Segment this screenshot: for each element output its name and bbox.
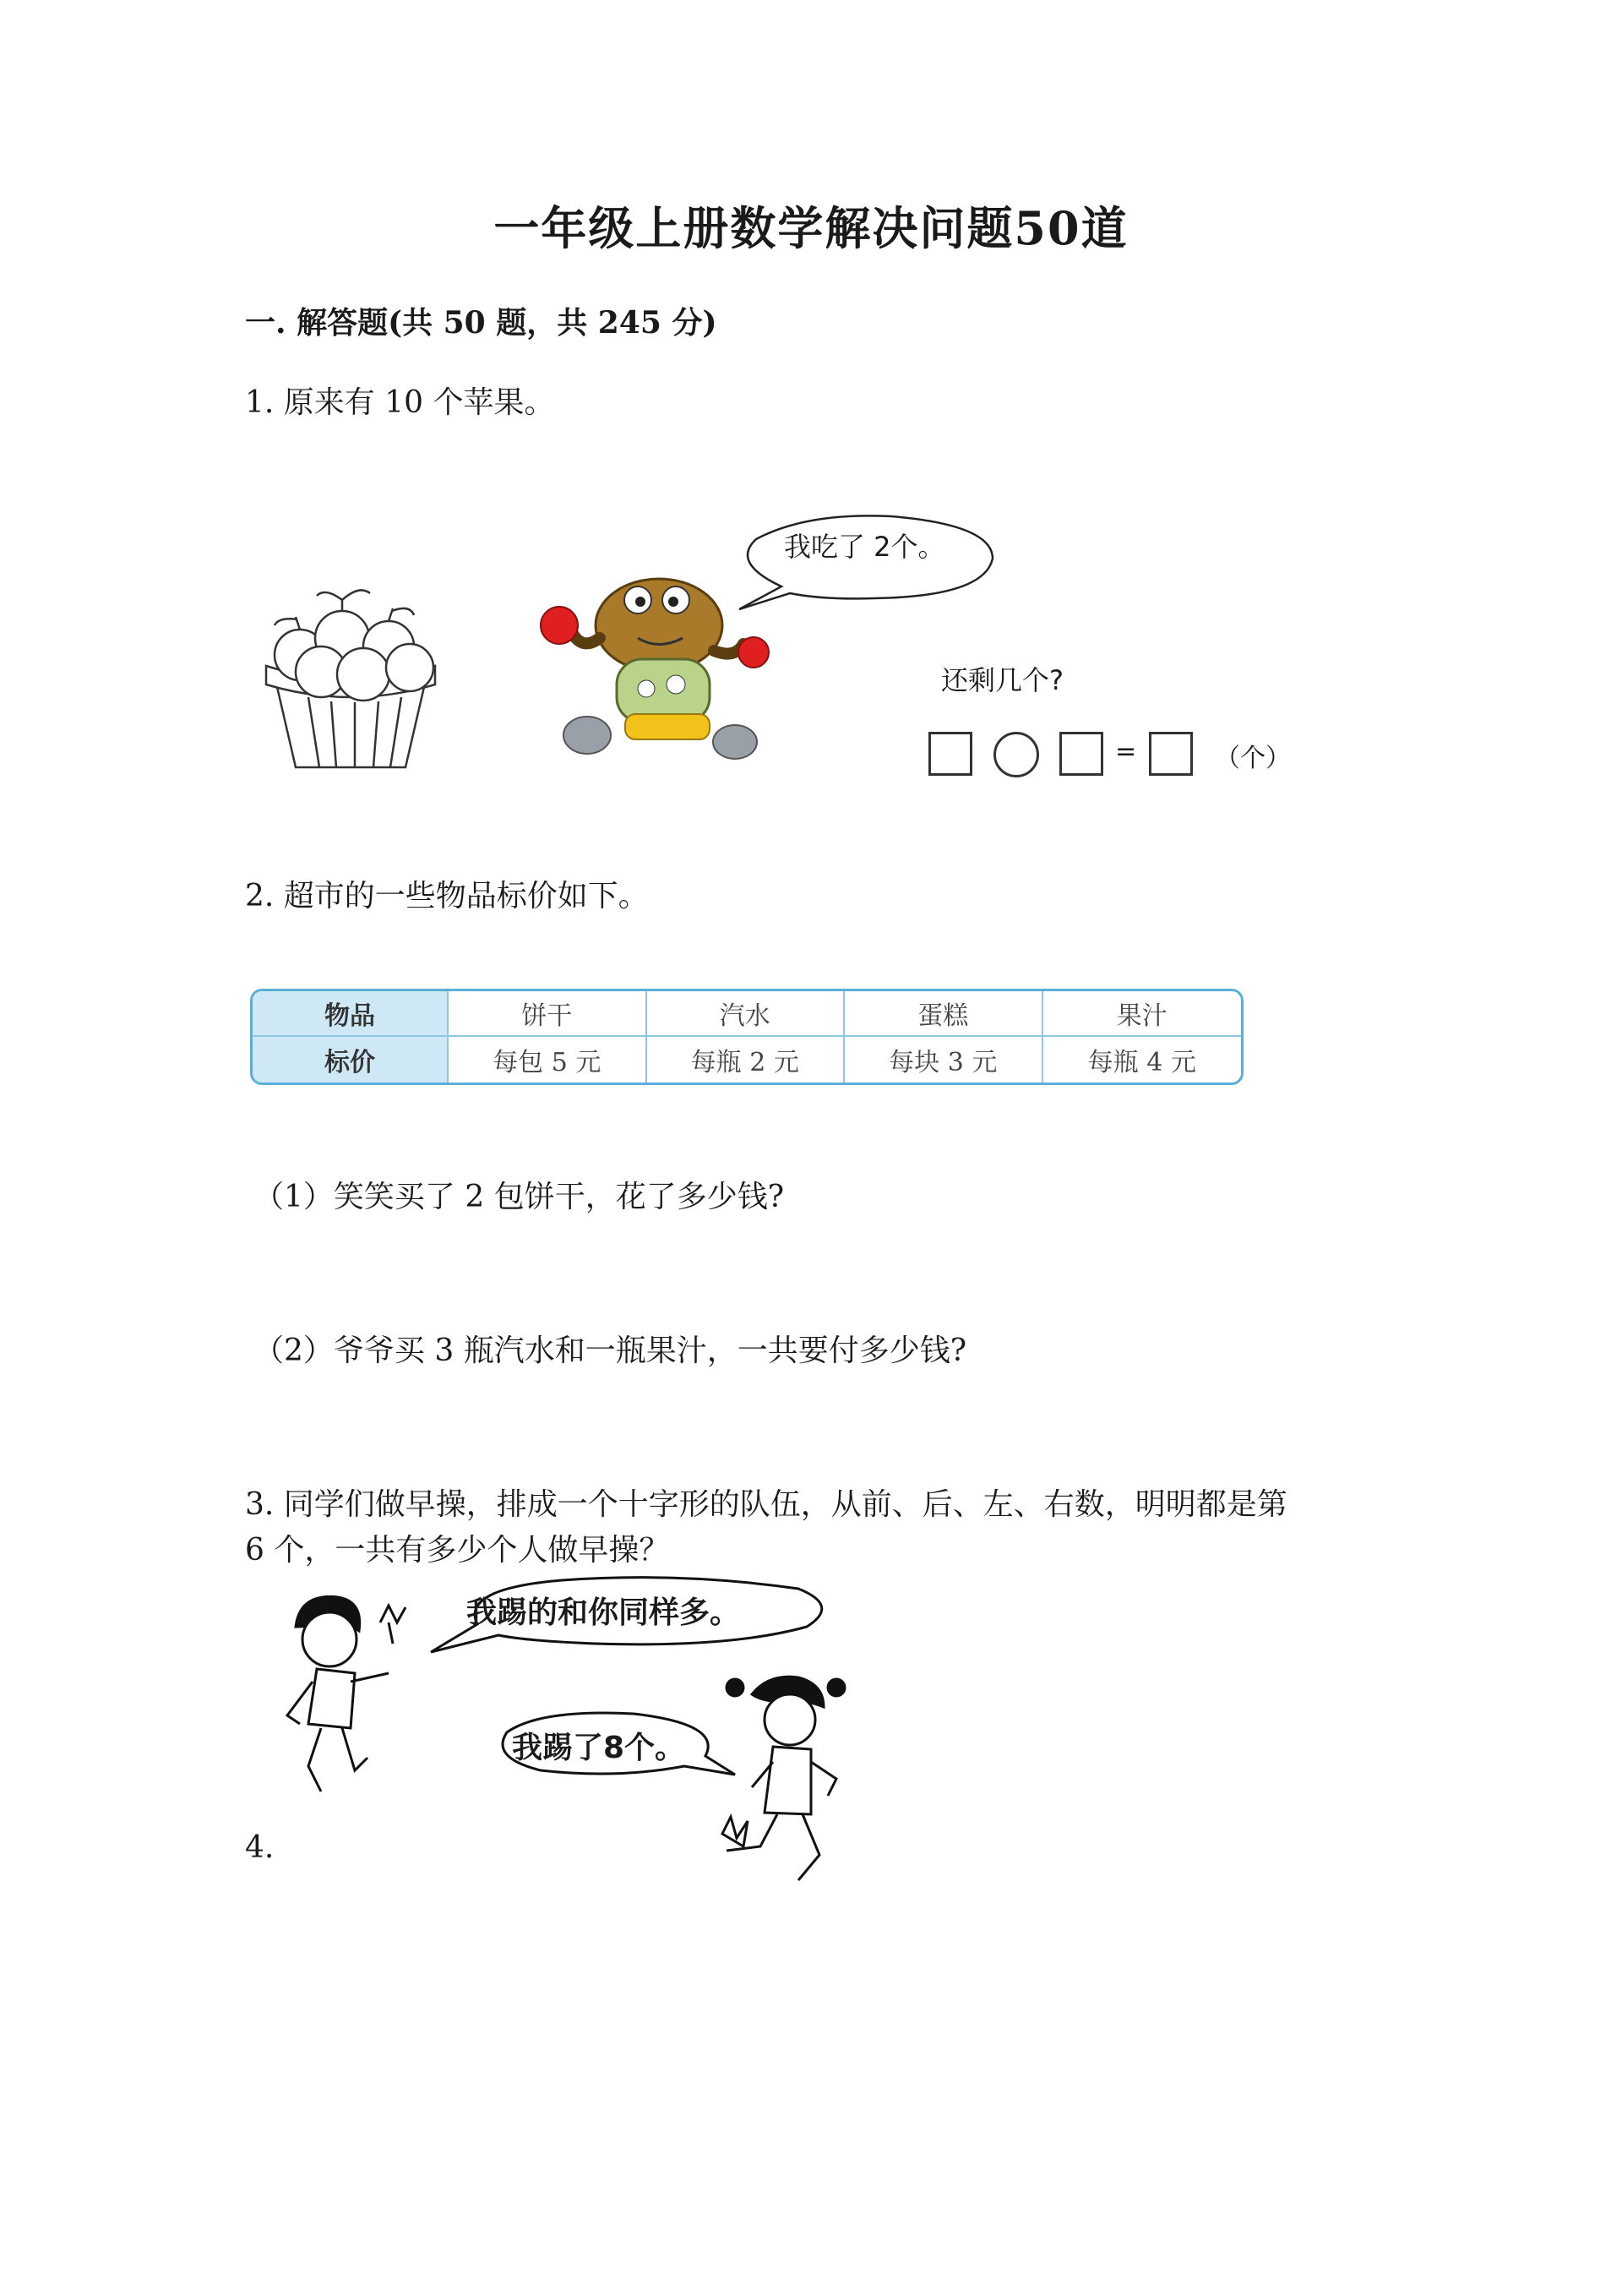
price-table [250,989,1244,1085]
question-3-line-1: 3. 同学们做早操，排成一个十字形的队伍，从前、后、左、右数，明明都是第 [245,1487,1287,1522]
answer-box-result[interactable] [1149,732,1193,776]
section-heading: 一. 解答题(共 50 题，共 245 分) [245,305,717,341]
girl-kicking-illustration [718,1669,879,1889]
operator-circle[interactable] [993,732,1039,777]
question-2-text: 2. 超市的一些物品标价如下。 [245,879,649,913]
unit-label: （个） [1215,744,1291,773]
girl-speech-text: 我踢了8个。 [512,1731,686,1765]
question-1-text: 1. 原来有 10 个苹果。 [245,385,555,420]
table-cell-price: 每瓶 4 元 [1087,1048,1196,1077]
table-cell-item: 果汁 [1043,991,1242,1037]
remaining-prompt: 还剩几个? [941,664,1064,696]
table-cell-price: 每瓶 2 元 [647,1037,846,1083]
frog-speech-text: 我吃了 2个。 [784,531,945,563]
apple-icon [541,607,578,644]
table-cell-item: 蛋糕 [845,991,1043,1037]
table-cell-item: 汽水 [647,991,846,1037]
equals-sign: = [1115,737,1137,766]
question-4-text: 4. [245,1830,275,1865]
table-cell-price: 每块 3 元 [845,1037,1043,1083]
question-2-sub-1: （1）笑笑买了 2 包饼干，花了多少钱? [253,1180,784,1214]
table-header-price: 标价 [253,1037,449,1083]
boy-kicking-illustration [270,1589,422,1808]
question-2-sub-2: （2）爷爷买 3 瓶汽水和一瓶果汁，一共要付多少钱? [253,1333,966,1368]
boy-speech-text: 我踢的和你同样多。 [466,1595,741,1630]
table-cell-item: 饼干 [449,991,647,1037]
table-header-item: 物品 [253,991,449,1037]
answer-box-2[interactable] [1059,732,1103,776]
page-title: 一年级上册数学解决问题50道 [493,201,1129,255]
table-cell-price: 每包 5 元 [449,1037,647,1083]
question-3-line-2: 6 个，一共有多少个人做早操？ [245,1533,670,1568]
answer-box-1[interactable] [928,732,972,776]
apple-basket-illustration [237,558,465,777]
